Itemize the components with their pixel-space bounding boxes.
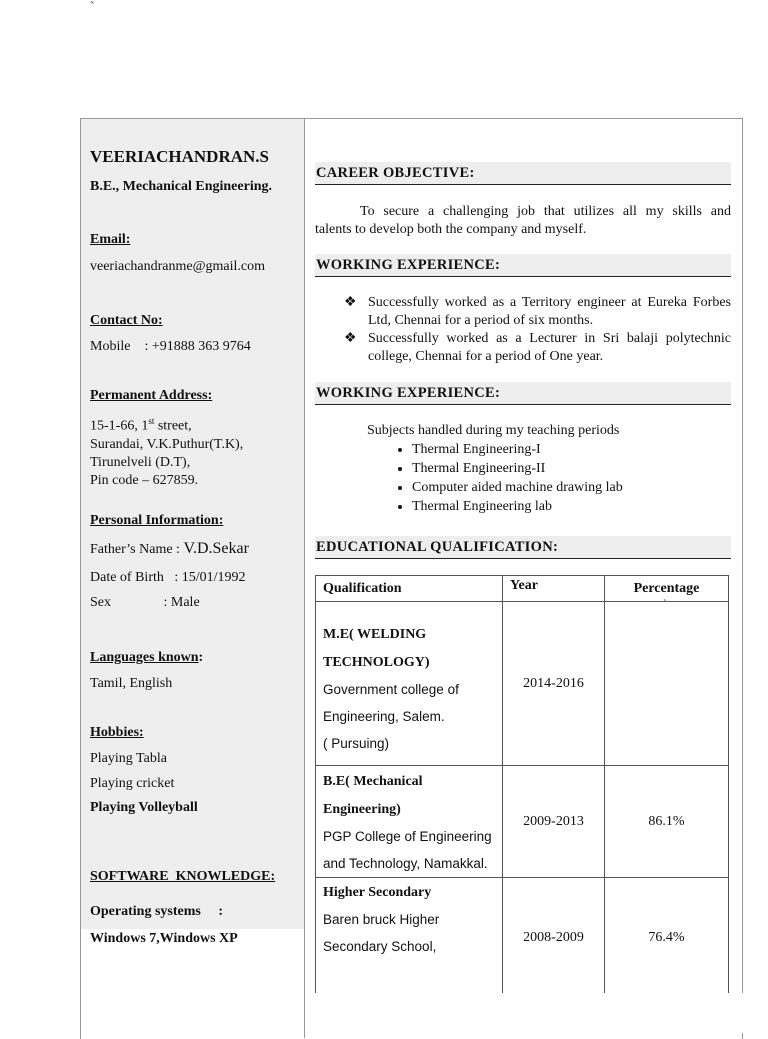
- work-experience-list: [344, 294, 731, 366]
- email-label: Email:: [90, 232, 131, 247]
- candidate-name: VEERIACHANDRAN.S: [90, 147, 269, 166]
- career-objective-heading: CAREER OBJECTIVE:: [315, 162, 731, 185]
- table-row: [316, 766, 729, 878]
- qualification-cell: M.E( WELDING TECHNOLOGY) Government college of Engineering, Salem. ( Pursuing): [316, 602, 503, 766]
- work-experience-item: ❖ Successfully worked as a Territory engineer at Eureka Forbes Ltd, Chennai for a period of six months.: [344, 295, 731, 328]
- address-line-2: Surandai, V.K.Puthur(T.K),: [90, 436, 244, 452]
- subject-item: • Thermal Engineering lab: [412, 497, 623, 516]
- subject-item: • Computer aided machine drawing lab: [412, 478, 623, 497]
- header-qualification: Qualification: [316, 576, 503, 602]
- header-percentage: Percentage: [605, 576, 729, 602]
- hobby-item: Playing Tabla: [90, 751, 167, 766]
- hobby-item: Playing Volleyball: [90, 800, 198, 815]
- stray-mark: `: [663, 598, 667, 610]
- career-objective-text: To secure a challenging job that utilizes all my skills and talents to develop both the company and myself.: [315, 204, 731, 237]
- year-cell: 2014-2016: [503, 602, 605, 766]
- email-value: veeriachandranme@gmail.com: [90, 259, 265, 274]
- year-cell: 2008-2009: [503, 878, 605, 998]
- address-line-3: Tirunelveli (D.T),: [90, 454, 191, 470]
- education-heading: EDUCATIONAL QUALIFICATION:: [315, 536, 731, 559]
- header-year: Year: [503, 576, 605, 602]
- hobby-item: Playing cricket: [90, 776, 175, 791]
- diamond-bullet-icon: ❖: [344, 295, 357, 310]
- percentage-cell: 76.4%: [605, 878, 729, 998]
- teaching-experience-heading: WORKING EXPERIENCE:: [315, 382, 731, 405]
- corner-mark: `: [90, 0, 95, 15]
- column-divider: [304, 118, 305, 1038]
- subject-item: • Thermal Engineering-I: [412, 440, 623, 459]
- candidate-degree: B.E., Mechanical Engineering.: [90, 179, 272, 194]
- languages-value: Tamil, English: [90, 676, 173, 691]
- contact-label: Contact No:: [90, 313, 163, 328]
- qualification-cell: Higher Secondary Baren bruck Higher Secondary School,: [316, 878, 503, 998]
- software-label: SOFTWARE KNOWLEDGE:: [90, 869, 276, 884]
- subjects-list: [367, 440, 623, 516]
- address-line-4: Pin code – 627859.: [90, 472, 199, 488]
- os-label: Operating systems :: [90, 904, 223, 919]
- hobbies-label: Hobbies:: [90, 725, 144, 740]
- address-block: [90, 412, 243, 490]
- date-of-birth: Date of Birth : 15/01/1992: [90, 570, 246, 585]
- os-value: Windows 7,Windows XP: [90, 931, 238, 946]
- mobile-number: Mobile : +91888 363 9764: [90, 339, 251, 354]
- address-line-1: 15-1-66, 1st street,: [90, 416, 192, 434]
- percentage-cell: 86.1%: [605, 766, 729, 878]
- work-experience-item: ❖ Successfully worked as a Lecturer in Sri balaji polytechnic college, Chennai for a period of One year.: [344, 331, 731, 364]
- personal-info-label: Personal Information:: [90, 513, 224, 528]
- subjects-intro: Subjects handled during my teaching periods: [367, 423, 620, 438]
- address-label: Permanent Address:: [90, 388, 213, 403]
- diamond-bullet-icon: ❖: [344, 331, 357, 346]
- percentage-cell: [605, 598, 729, 766]
- table-row: [316, 602, 729, 766]
- sex: Sex : Male: [90, 595, 200, 610]
- page-cutoff: [305, 993, 745, 1033]
- table-row: [316, 878, 729, 998]
- qualification-cell: B.E( Mechanical Engineering) PGP College of Engineering and Technology, Namakkal.: [316, 766, 503, 878]
- education-table: [315, 575, 729, 998]
- subject-item: • Thermal Engineering-II: [412, 459, 623, 478]
- father-name: Father’s Name : V.D.Sekar: [90, 540, 249, 557]
- languages-label: Languages known:: [90, 650, 204, 665]
- working-experience-heading: WORKING EXPERIENCE:: [315, 254, 731, 277]
- subjects-block: [367, 421, 623, 516]
- year-cell: 2009-2013: [503, 766, 605, 878]
